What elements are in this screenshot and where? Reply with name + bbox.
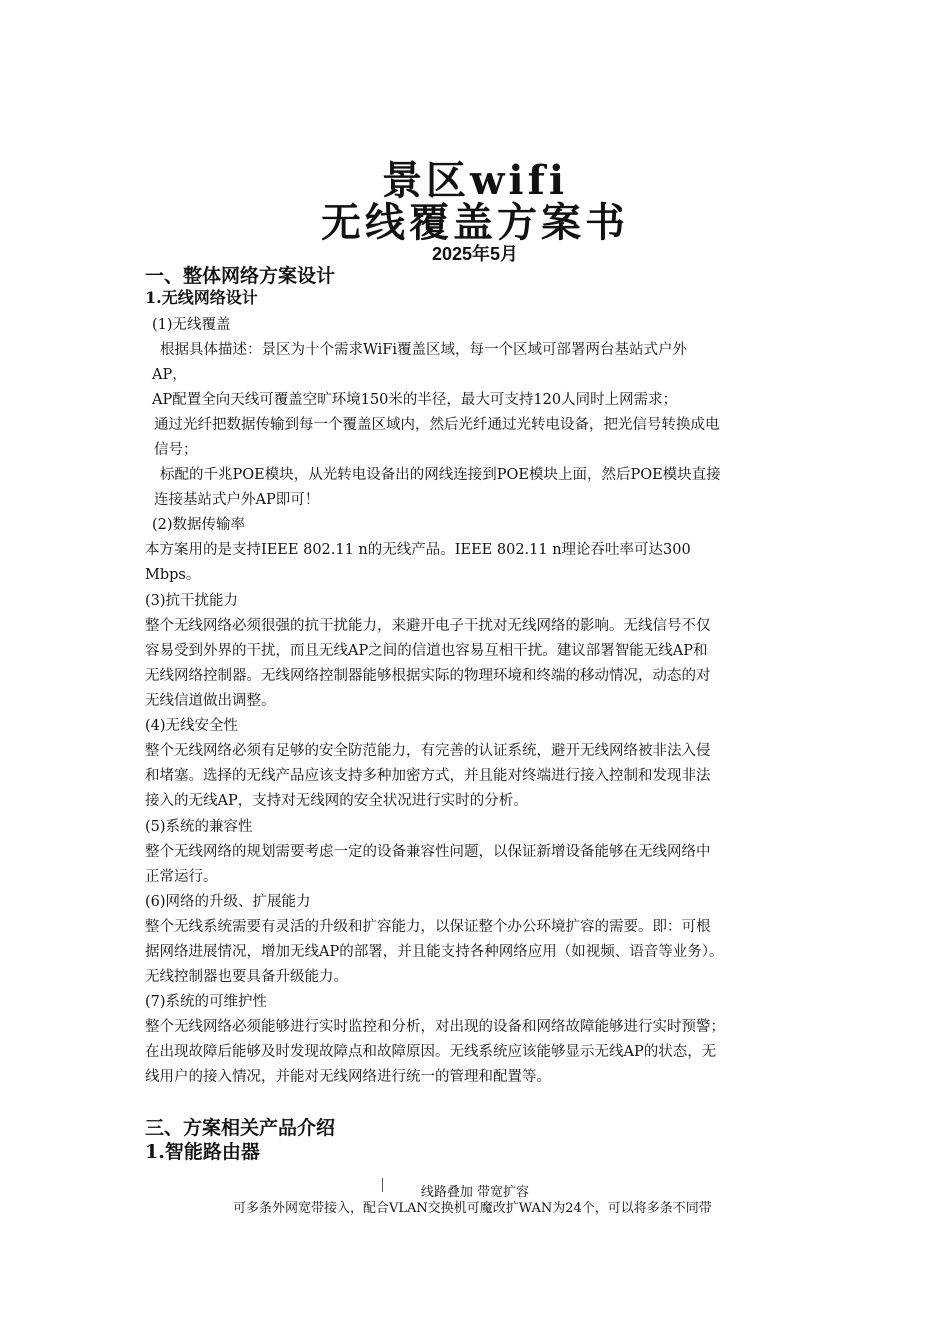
paragraph-line: 本方案用的是支持IEEE 802.11 n的无线产品。IEEE 802.11 n理论吞吐率可达300: [145, 542, 691, 558]
paragraph-line: AP，: [152, 367, 187, 383]
document-title-line-2: 无线覆盖方案书: [321, 199, 629, 246]
paragraph-line: 和堵塞。选择的无线产品应该支持多种加密方式，并且能对终端进行接入控制和发现非法: [145, 768, 711, 784]
section-3-heading: 三、方案相关产品介绍: [145, 1117, 336, 1139]
paragraph-line: 整个无线网络必须有足够的安全防范能力，有完善的认证系统，避开无线网络被非法入侵: [145, 743, 711, 759]
paragraph-line: 连接基站式户外AP即可！: [154, 492, 320, 508]
paragraph-line: 据网络进展情况，增加无线AP的部署，并且能支持各种网络应用（如视频、语音等业务）。: [145, 944, 724, 960]
item-label-rate: (2)数据传输率: [152, 517, 246, 533]
paragraph-line: 信号；: [154, 442, 198, 458]
item-label-upgrade: (6)网络的升级、扩展能力: [145, 894, 311, 910]
paragraph-line: 容易受到外界的干扰，而且无线AP之间的信道也容易互相干扰。建议部署智能无线AP和: [145, 643, 708, 659]
product-caption: 线路叠加 带宽扩容: [420, 1185, 530, 1200]
paragraph-line: 根据具体描述：景区为十个需求WiFi覆盖区域，每一个区域可部署两台基站式户外: [160, 342, 687, 358]
item-label-interference: (3)抗干扰能力: [145, 593, 239, 609]
subsection-wireless-design: 1.无线网络设计: [145, 288, 258, 307]
paragraph-line: 整个无线网络必须能够进行实时监控和分析，对出现的设备和网络故障能够进行实时预警；: [145, 1019, 725, 1035]
item-label-security: (4)无线安全性: [145, 718, 239, 734]
paragraph-line: 无线控制器也要具备升级能力。: [145, 969, 348, 985]
paragraph-line: 无线网络控制器。无线网络控制器能够根据实际的物理环境和终端的移动情况，动态的对: [145, 668, 711, 684]
paragraph-line: 整个无线网络必须很强的抗干扰能力，来避开电子干扰对无线网络的影响。无线信号不仅: [145, 618, 711, 634]
product-description: 可多条外网宽带接入，配合VLAN交换机可魔改扩WAN为24个，可以将多条不同带: [233, 1201, 712, 1216]
paragraph-line: 整个无线网络的规划需要考虑一定的设备兼容性问题，以保证新增设备能够在无线网络中: [145, 844, 711, 860]
paragraph-line: Mbps。: [145, 567, 201, 583]
paragraph-line: 正常运行。: [145, 869, 218, 885]
paragraph-line: 通过光纤把数据传输到每一个覆盖区域内，然后光纤通过光转电设备，把光信号转换成电: [154, 417, 720, 433]
paragraph-line: 整个无线系统需要有灵活的升级和扩容能力，以保证整个办公环境扩容的需要。即：可根: [145, 919, 711, 935]
paragraph-line: 无线信道做出调整。: [145, 693, 276, 709]
item-label-maintainability: (7)系统的可维护性: [145, 994, 268, 1010]
item-label-compatibility: (5)系统的兼容性: [145, 819, 253, 835]
document-date: 2025年5月: [431, 244, 519, 264]
paragraph-line: 在出现故障后能够及时发现故障点和故障原因。无线系统应该能够显示无线AP的状态，无: [145, 1044, 717, 1060]
paragraph-line: 线用户的接入情况，并能对无线网络进行统一的管理和配置等。: [145, 1069, 551, 1085]
paragraph-line: 标配的千兆POE模块，从光转电设备出的网线连接到POE模块上面，然后POE模块直接: [160, 467, 721, 483]
item-label-coverage: (1)无线覆盖: [152, 317, 231, 333]
subsection-smart-router: 1.智能路由器: [145, 1141, 260, 1163]
paragraph-line: AP配置全向天线可覆盖空旷环境150米的半径，最大可支持120人同时上网需求；: [152, 392, 678, 408]
section-1-heading: 一、整体网络方案设计: [145, 265, 336, 287]
document-title-line-1: 景区wifi: [381, 157, 569, 204]
paragraph-line: 接入的无线AP，支持对无线网的安全状况进行实时的分析。: [145, 793, 528, 809]
